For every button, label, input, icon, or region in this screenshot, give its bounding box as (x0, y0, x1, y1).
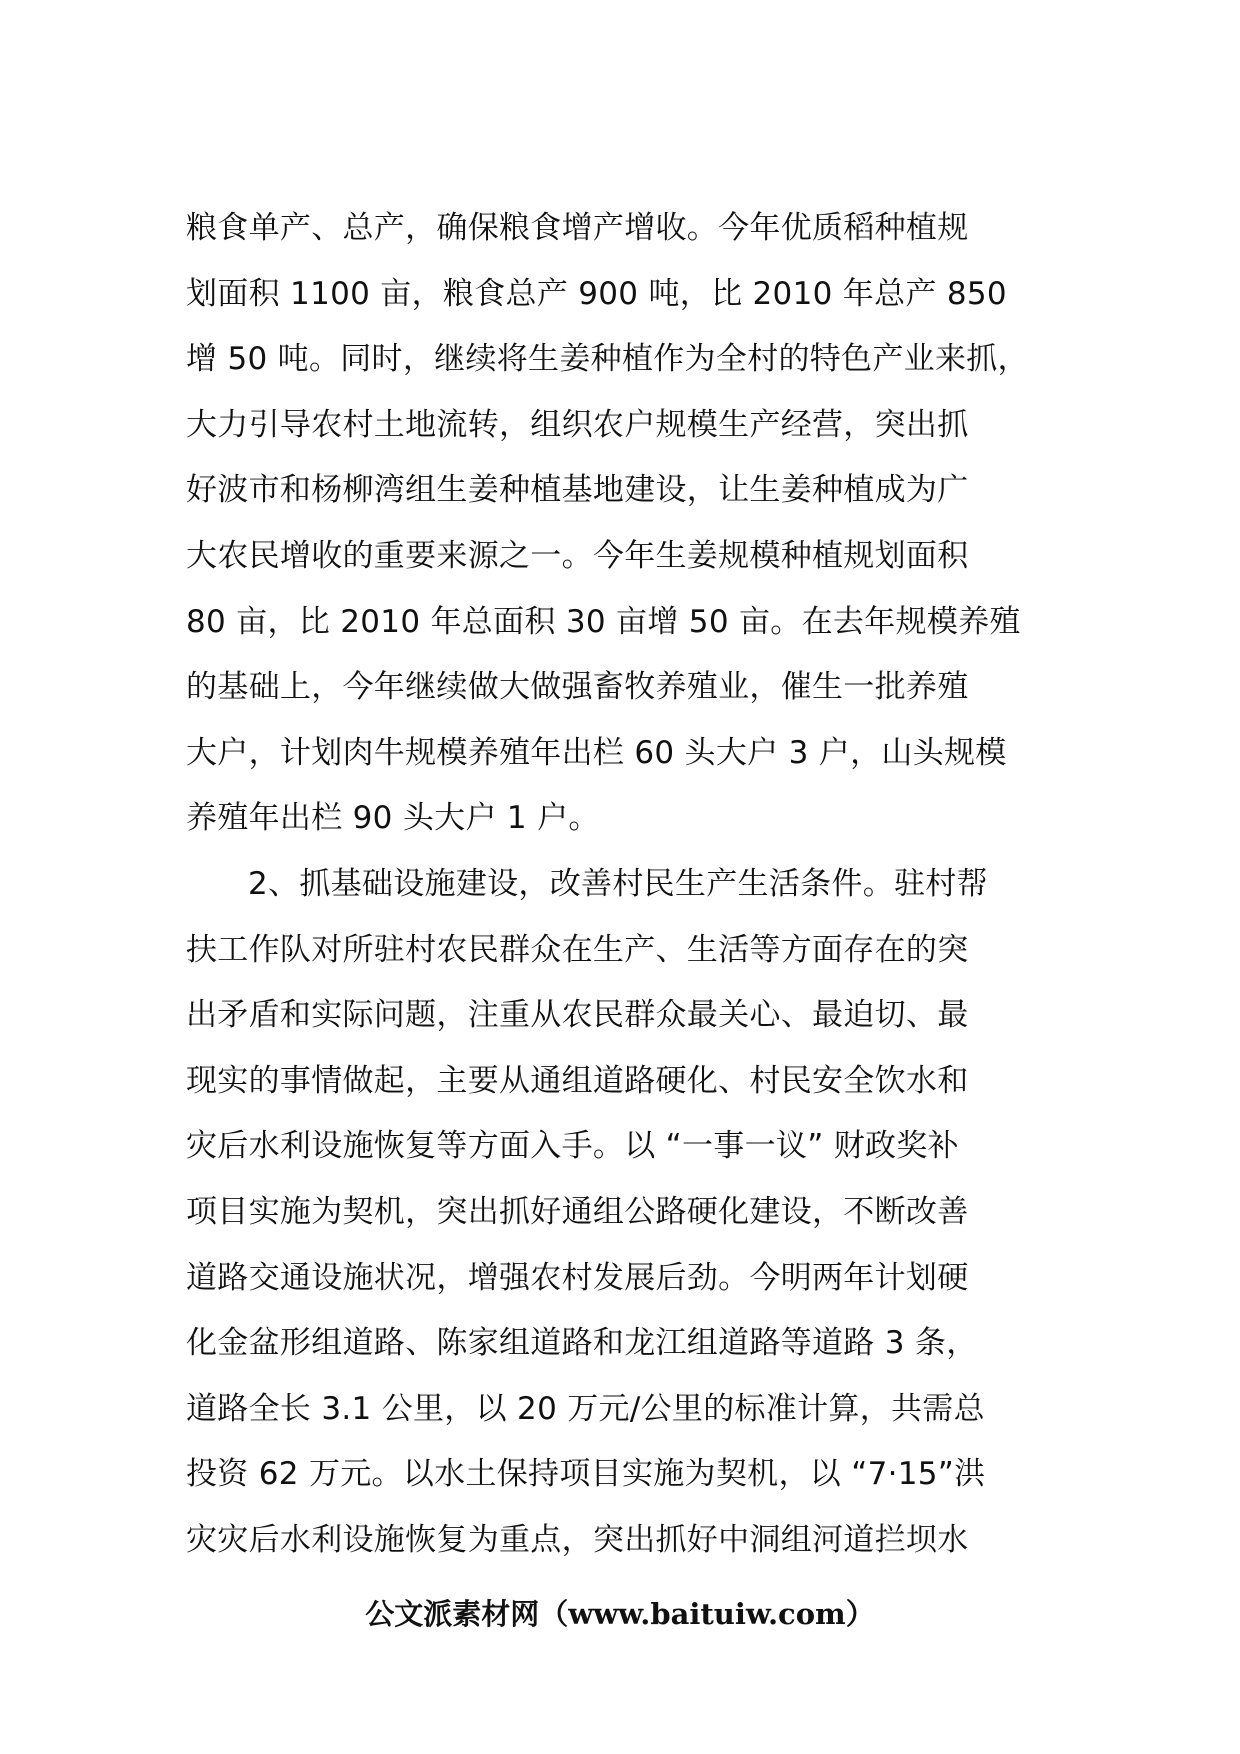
text-line: 粮食单产、总产，确保粮食增产增收。今年优质稻种植规 (186, 210, 969, 246)
page-footer: 公文派素材网（www.baituiw.com） (365, 1597, 875, 1631)
text-line: 大户，计划肉牛规模养殖年出栏 60 头大户 3 户，山头规模 (186, 734, 1007, 771)
text-line: 灾后水利设施恢复等方面入手。以 “一事一议” 财政奖补 (186, 1128, 959, 1165)
text-line: 养殖年出栏 90 头大户 1 户。 (186, 800, 600, 837)
text-line: 出矛盾和实际问题，注重从农民群众最关心、最迫切、最 (186, 997, 969, 1034)
text-line: 扶工作队对所驻村农民群众在生产、生活等方面存在的突 (186, 931, 969, 968)
text-line: 增 50 吨。同时，继续将生姜种植作为全村的特色产业来抓， (186, 341, 1029, 378)
text-line: 大农民增收的重要来源之一。今年生姜规模种植规划面积 (186, 537, 969, 574)
text-line: 投资 62 万元。以水土保持项目实施为契机，以 “7·15”洪 (186, 1456, 986, 1493)
text-line: 化金盆形组道路、陈家组道路和龙江组道路等道路 3 条， (186, 1325, 978, 1362)
text-line: 大力引导农村土地流转，组织农户规模生产经营，突出抓 (186, 406, 969, 443)
paragraph-start-line: 2、抓基础设施建设，改善村民生产生活条件。驻村帮 (248, 865, 988, 902)
text-line: 划面积 1100 亩，粮食总产 900 吨，比 2010 年总产 850 (186, 275, 1007, 312)
text-line: 道路全长 3.1 公里，以 20 万元/公里的标准计算，共需总 (186, 1390, 985, 1427)
text-line: 80 亩，比 2010 年总面积 30 亩增 50 亩。在去年规模养殖 (186, 603, 1021, 640)
text-line: 项目实施为契机，突出抓好通组公路硬化建设，不断改善 (186, 1193, 969, 1230)
text-line: 灾灾后水利设施恢复为重点，突出抓好中洞组河道拦坝水 (186, 1521, 969, 1558)
text-line: 道路交通设施状况，增强农村发展后劲。今明两年计划硬 (186, 1259, 969, 1296)
text-line: 的基础上，今年继续做大做强畜牧养殖业，催生一批养殖 (186, 669, 969, 706)
text-line: 好波市和杨柳湾组生姜种植基地建设，让生姜种植成为广 (186, 472, 969, 509)
document-body (186, 196, 1066, 1573)
text-line: 现实的事情做起，主要从通组道路硬化、村民安全饮水和 (186, 1062, 969, 1099)
